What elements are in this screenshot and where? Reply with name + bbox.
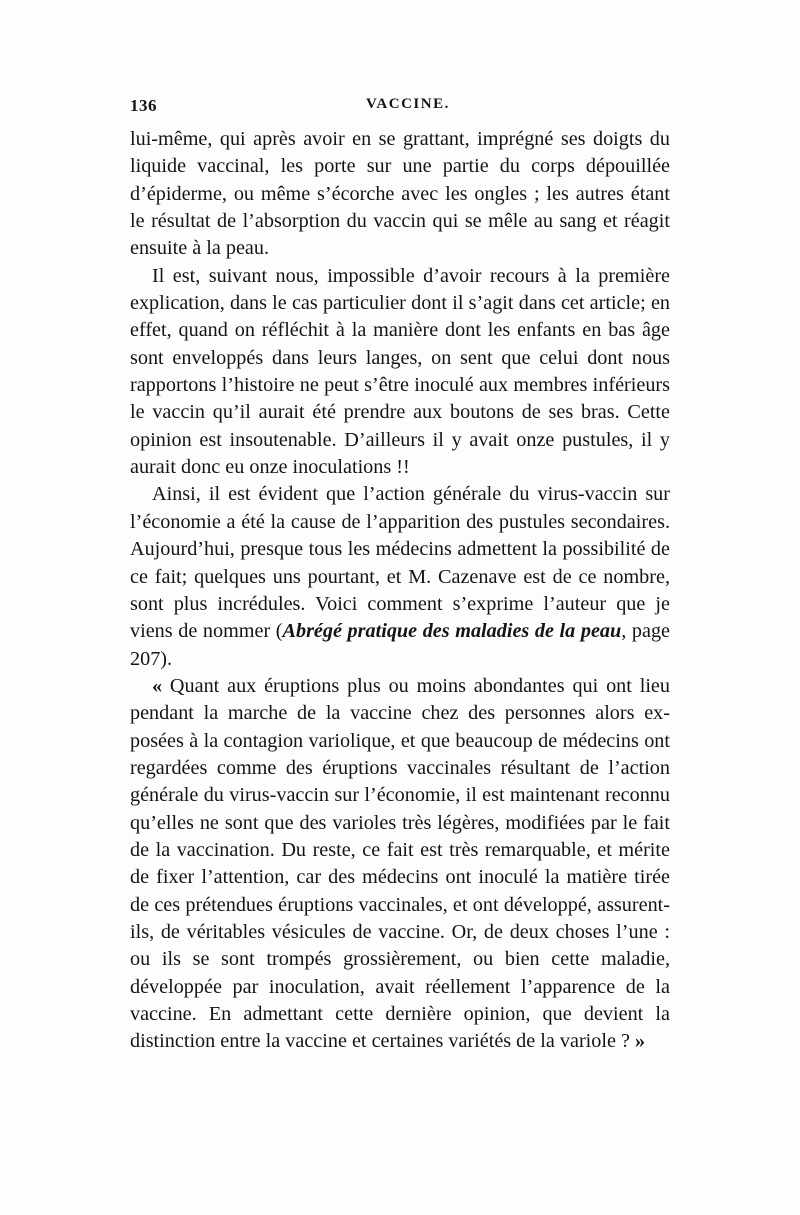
quotation-text: Quant aux éruptions plus ou moins abondantes qui ont lieu pendant la marche de la vaccine chez des personnes alors exposées à la contagion variolique, et que beaucoup de médecins ont regardées comme des éruptions vaccinales résultant de l’action générale du virus-vaccin sur l’économie, il est maintenant reconnu qu’elles ne sont que des varioles très légères, modifiées par le fait de la vaccination. Du reste, ce fait est très remarquable, et mérite de fixer l’attention, car des médecins ont inoculé la matière tirée de ces prétendues éruptions vaccinales, et ont développé, assurent-ils, de véritables vésicules de vaccine. Or, de deux choses l’une : ou ils se sont trompés grossièrement, ou bien cette maladie, développée par inoculation, avait réellement l’apparence de la vaccine. En admettant cette dernière opinion, que devient la distinction entre la vaccine et certaines variétés de la variole ?: [130, 674, 670, 1053]
opening-guillemet: «: [152, 674, 163, 697]
body-text: [130, 126, 670, 1056]
paragraph-3: [130, 481, 670, 672]
running-title: VACCINE.: [366, 96, 450, 112]
running-head: [130, 96, 670, 122]
paragraph-2: Il est, suivant nous, impossible d’avoir recours à la première explication, dans le cas particulier dont il s’agit dans cet article; en effet, quand on réfléchit à la manière dont les enfants en bas âge sont enveloppés dans leurs langes, on sent que celui dont nous rapportons l’histoire ne peut s’être inoculé aux membres inférieurs le vaccin qu’il aurait été prendre aux boutons de ses bras. Cette opinion est insoutenable. D’ailleurs il y avait onze pustules, il y aurait donc eu onze inoculations !!: [130, 264, 670, 479]
paragraph-4-quotation: [130, 673, 670, 1056]
paragraph-3-text-before: Ainsi, il est évident que l’action générale du virus-vaccin sur l’économie a été la cause de l’apparition des pustules secondaires. Aujourd’hui, presque tous les médecins admettent la possibilité de ce fait; quelques uns pourtant, et M. Cazenave est de ce nombre, sont plus incrédules. Voici comment s’exprime l’auteur que je viens de nommer (: [130, 483, 670, 643]
page-number: 136: [130, 96, 157, 115]
book-title-citation: Abrégé pratique des maladies de la peau: [282, 620, 622, 643]
paragraph-3-text-after: , page 207).: [130, 620, 671, 670]
closing-guillemet: »: [635, 1030, 646, 1053]
paragraph-1: lui-même, qui après avoir en se grattant, imprégné ses doigts du liquide vaccinal, les porte sur une partie du corps dépouillée d’épiderme, ou même s’écorche avec les ongles ; les autres étant le résultat de l’absorption du vaccin qui se mêle au sang et réagit ensuite à la peau.: [130, 128, 670, 260]
